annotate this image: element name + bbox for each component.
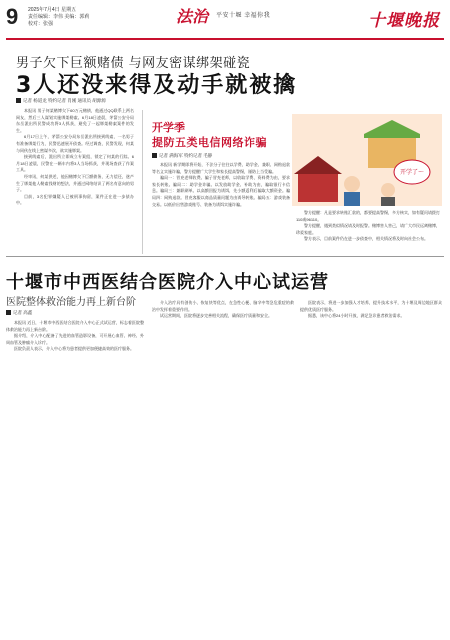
page-number: 9: [6, 4, 19, 29]
person-body-icon: [381, 197, 395, 206]
sidebar-paragraph: 警方提醒：凡是要求转账汇款的，都要提高警惕，多方核实，如有疑问请拨打110或96110。: [296, 210, 440, 222]
article1-kicker: 男子欠下巨额赌债 与网友密谋绑架碰瓷: [16, 56, 251, 71]
article2-paragraph: 介入治疗具有创伤小、恢复快等优点，在急性心梗、脑卒中等急危重症的救治中发挥着重要作用。: [152, 300, 294, 312]
section-name: 法治: [176, 7, 209, 26]
sidebar-title: 提防五类电信网络诈骗: [152, 136, 267, 149]
person-icon: [381, 183, 395, 197]
article1-byline: [16, 98, 106, 104]
sidebar-body-left: [152, 162, 290, 252]
byline-marker-icon: [16, 98, 21, 103]
article2-col1: [6, 320, 144, 636]
sidebar-paragraph: 本报讯 新学期即将开始，不法分子往往以学费、助学金、兼职、网购退款等名义实施诈骗，警方提醒广大学生和家长提高警惕，谨防上当受骗。: [152, 162, 290, 174]
article2-paragraph: 医院表示，将进一步加强人才培养，提升技术水平，为十堰及周边地区群众提供优质医疗服务。: [300, 300, 442, 312]
article2-col2: [152, 300, 294, 636]
student-body-icon: [344, 192, 360, 206]
sidebar-kicker: 开学季: [152, 121, 185, 134]
article2-paragraph: 据悉，该中心将24小时开放，满足急诊患者救治需求。: [308, 313, 405, 319]
article1-headline: 3人还没来得及动手就被擒: [16, 73, 298, 98]
illustration-caption: 开学了～: [399, 169, 425, 176]
section-divider: [6, 256, 444, 257]
masthead-logo: 十堰晚报: [368, 11, 440, 31]
article2-paragraph: 医院负责人表示，介入中心将为患者提供更加便捷高效的医疗服务。: [14, 346, 134, 352]
meta-date: 2025年7月4日 星期五: [28, 7, 77, 13]
sidebar-paragraph: 骗局一：冒充老师收费。骗子冒充老师，以收取学费、资料费为由，要求家长转账。骗局二：助学金诈骗。以发放助学金、补助为由，骗取银行卡信息。骗局三：兼职刷单。以高额回报为诱饵，先小额返利后骗取大额资金。骗局四：网购退款。冒充客服以商品质量问题为由诱导转账。骗局五：游戏装备交易。以低价出售游戏账号、装备为诱饵实施诈骗。: [152, 175, 290, 207]
article2-subtitle: 医院整体救治能力再上新台阶: [6, 297, 136, 308]
article2-paragraph: 据介绍，介入中心配备了先进的血管造影设备，可开展心血管、神经、外周血管及肿瘤介入诊疗。: [6, 333, 144, 345]
article1-paragraph: 本报讯 男子何某赌博欠下60万元赌债，他通过QQ联系上两名网友，然后三人谋划实施绑架勒索。6月18日凌晨，茅箭公安分局东岳派出所民警成功将3人抓获，避免了一起绑架勒索案件的发生。: [16, 108, 134, 133]
sidebar-byline-text: 记者 满海军 特约记者 毛静: [159, 153, 213, 158]
article1-body: [16, 108, 134, 250]
meta-proof: 校对：张强: [28, 21, 54, 27]
article2-headline: 十堰市中西医结合医院介入中心试运营: [6, 272, 329, 293]
sidebar-illustration: [292, 114, 442, 206]
byline-marker-icon: [152, 153, 157, 158]
edition-meta: [28, 7, 89, 28]
sidebar-paragraph: 警方提醒，遇到类似情况请及时报警。赌博害人害己，请广大市民远离赌博，珍爱家庭。: [296, 223, 440, 235]
article2-col3: [300, 300, 442, 636]
article2-byline-text: 记者 高鑫: [13, 310, 33, 315]
header-rule: [6, 38, 444, 40]
article1-paragraph: 接到线索后，派出所立即成立专案组，锁定了何某的行踪。6月18日凌晨，民警在一辆车内将3人当场抓获，并现场查获了作案工具。: [16, 154, 134, 173]
article2-paragraph: 试运营期间，医院将逐步完善相关流程，确保医疗质量和安全。: [160, 313, 272, 319]
article1-paragraph: 目前，3名犯罪嫌疑人已被刑事拘留，案件正在进一步侦办中。: [16, 193, 134, 206]
article1-byline-text: 记者 杨道龙 特约记者 肖刚 通讯员 胡源源: [23, 98, 106, 103]
article1-paragraph: 6月17日上午，茅箭公安分局东岳派出所接到线索，一名男子有准备绑架行为，民警迅速展开侦查。经过调查，民警发现，何某与同伙在线上密谋多次，欲实施绑架。: [16, 134, 134, 153]
sidebar-body-right: [296, 210, 440, 252]
house-icon: [298, 174, 338, 202]
page-header: [0, 0, 450, 40]
sidebar-paragraph: 警方表示，目前案件仍在进一步侦查中，相关情况将及时向社会公布。: [304, 236, 428, 242]
student-icon: [344, 176, 360, 192]
article2-byline: [6, 310, 32, 316]
byline-marker-icon: [6, 310, 11, 315]
article2-paragraph: 本报讯 近日，十堰市中西医结合医院介入中心正式试运营，标志着医院整体救治能力再上新台阶。: [6, 320, 144, 332]
meta-editor: 责任编辑：李伟 美编：郭莉: [28, 14, 90, 20]
section-slogan: 平安十堰 幸福你我: [216, 13, 271, 19]
sidebar-byline: [152, 153, 212, 159]
article1-paragraph: 经审讯，何某供述，他因赌博欠下巨额债务，无力偿还，遂产生了绑架他人勒索钱财的想法，并通过网络结识了两名有意向的男子。: [16, 173, 134, 193]
